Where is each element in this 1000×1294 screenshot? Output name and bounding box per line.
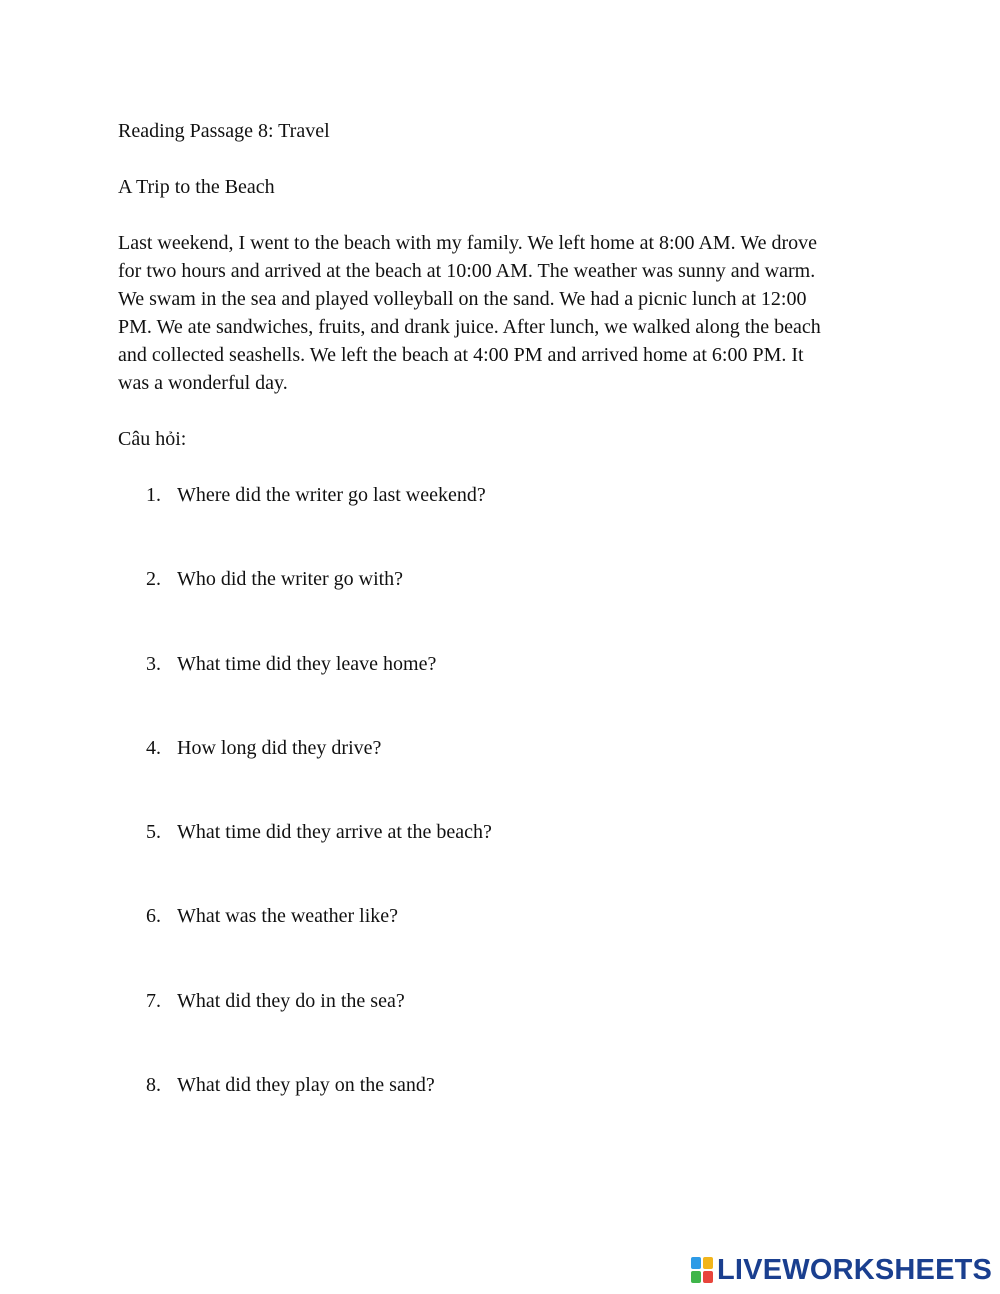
question-text: How long did they drive? [177,737,382,759]
question-number: 8. [146,1074,161,1096]
logo-square-icon [691,1271,701,1283]
question-number: 6. [146,905,161,927]
question-text: What time did they arrive at the beach? [177,821,492,843]
logo-square-icon [703,1271,713,1283]
question-text: What did they play on the sand? [177,1074,435,1096]
paragraph-line: was a wonderful day. [118,372,288,394]
question-item [146,987,405,1015]
reading-paragraph [118,229,888,397]
question-number: 3. [146,653,161,675]
question-item [146,734,381,762]
question-text: Where did the writer go last weekend? [177,484,486,506]
question-text: What time did they leave home? [177,653,437,675]
logo-square-icon [691,1257,701,1269]
question-number: 1. [146,484,161,506]
question-text: What was the weather like? [177,905,399,927]
question-item [146,818,492,846]
question-number: 4. [146,737,161,759]
paragraph-line: We swam in the sea and played volleyball on the sand. We had a picnic lunch at 12:00 [118,288,807,310]
liveworksheets-logo-icon [691,1257,713,1283]
question-number: 5. [146,821,161,843]
paragraph-line: Last weekend, I went to the beach with my family. We left home at 8:00 AM. We drove [118,232,818,254]
question-item [146,481,486,509]
questions-label: Câu hỏi: [118,428,187,450]
paragraph-line: PM. We ate sandwiches, fruits, and drank juice. After lunch, we walked along the beach [118,316,821,338]
question-number: 7. [146,990,161,1012]
logo-text: LIVEWORKSHEETS [717,1254,993,1286]
logo-square-icon [703,1257,713,1269]
question-item [146,1071,435,1099]
question-item [146,650,436,678]
story-title: A Trip to the Beach [118,176,275,198]
question-text: What did they do in the sea? [177,990,405,1012]
paragraph-line: for two hours and arrived at the beach at 10:00 AM. The weather was sunny and warm. [118,260,816,282]
passage-title: Reading Passage 8: Travel [118,120,330,142]
question-text: Who did the writer go with? [177,568,404,590]
question-number: 2. [146,568,161,590]
question-item [146,902,398,930]
paragraph-line: and collected seashells. We left the beach at 4:00 PM and arrived home at 6:00 PM. It [118,344,804,366]
liveworksheets-logo [691,1254,992,1286]
question-item [146,565,403,593]
